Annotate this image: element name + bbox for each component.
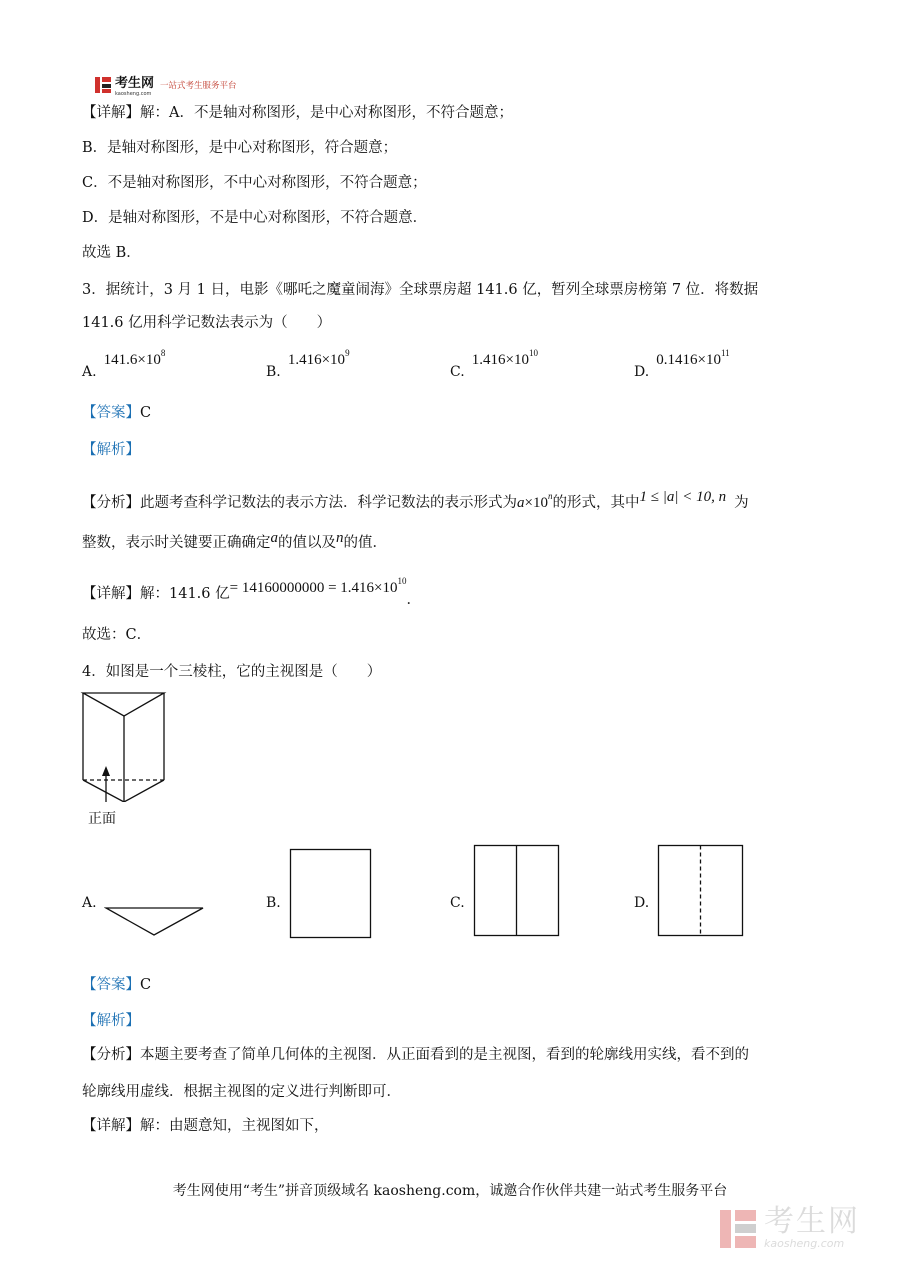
fenxi-text: 的形式，其中 (552, 495, 640, 511)
option-label: D. (634, 364, 650, 380)
answer-value: C (140, 405, 152, 421)
watermark-logo-icon (718, 1208, 758, 1250)
logo-text (112, 72, 154, 97)
watermark (718, 1204, 860, 1250)
var-n: n (336, 530, 344, 546)
fenxi-text: 为 (734, 495, 749, 511)
option-value: $1.416\times 10^{10}$ (471, 348, 538, 368)
fenxi-tag: 【分析】 (82, 495, 140, 511)
detail-tag: 【详解】 (82, 1118, 140, 1134)
watermark-domain: kaosheng.com (764, 1237, 845, 1250)
kaosheng-logo-icon (94, 76, 112, 94)
page-footer: 考生网使用“考生”拼音顶级域名 kaosheng.com，诚邀合作伙伴共建一站式考生服务平台 (172, 1183, 728, 1199)
option-label: B. (266, 364, 281, 380)
watermark-text (764, 1204, 860, 1250)
watermark-name: 考生网 (764, 1204, 860, 1239)
q3-analysis-tag: 【解析】 (82, 442, 140, 458)
detail-tag: 【详解】 (82, 105, 140, 121)
triangular-prism-figure (80, 690, 170, 802)
fenxi-tag: 【分析】 (82, 1047, 140, 1063)
detail-equation: = $14160000000 = 1.416\times 10^{10}$ (229, 576, 407, 596)
detail-tag: 【详解】 (82, 586, 140, 602)
header-logo (94, 72, 237, 97)
detail-end: ． (406, 592, 422, 608)
var-a: a (270, 530, 278, 546)
option-value: $0.1416\times 10^{11}$ (656, 348, 730, 368)
logo-name: 考生网 (115, 76, 155, 91)
q3-detail (82, 576, 422, 608)
detail-text: 解：141.6 亿 (140, 586, 230, 602)
q4-option-c-label: C. (450, 895, 465, 911)
fenxi-text: 此题考查科学记数法的表示方法．科学记数法的表示形式为 (140, 495, 517, 511)
q3-option-d (634, 348, 730, 380)
fenxi-text: 的值． (343, 535, 387, 551)
option-value: $141.6\times 10^8$ (103, 348, 166, 368)
option-label: C. (450, 364, 465, 380)
q3-fenxi-line2 (82, 530, 387, 553)
option-label: A. (82, 364, 97, 380)
answer-tag: 【答案】 (82, 977, 140, 993)
q3-choose: 故选：C． (82, 627, 152, 643)
option-a-triangle-figure (104, 905, 206, 939)
q4-option-d-label: D. (634, 895, 650, 911)
fenxi-form: $a\times 10^n$ (517, 491, 553, 511)
option-b-square-figure (289, 848, 373, 940)
q2-choose: 故选 B． (82, 245, 141, 261)
q4-option-a-label: A. (82, 895, 97, 911)
q3-stem-line1: 3．据统计，3 月 1 日，电影《哪吒之魔童闹海》全球票房超 141.6 亿，暂列全球票房榜第 7 位．将数据 (82, 282, 759, 298)
logo-slogan: 一站式考生服务平台 (160, 80, 237, 91)
option-value: $1.416\times 10^9$ (287, 348, 350, 368)
q4-stem: 4．如图是一个三棱柱，它的主视图是（ ） (82, 664, 382, 680)
q4-fenxi-line2: 轮廓线用虚线．根据主视图的定义进行判断即可． (82, 1084, 401, 1100)
answer-tag: 【答案】 (82, 405, 140, 421)
q2-detail-d: D．是轴对称图形，不是中心对称图形，不符合题意． (82, 210, 428, 226)
fenxi-range: 1 ≤ |a| < 10, n (639, 489, 727, 505)
q4-option-b-label: B. (266, 895, 281, 911)
q3-option-b (266, 348, 350, 380)
q4-answer (82, 975, 151, 995)
q4-fenxi-line1 (82, 1045, 749, 1065)
q3-fenxi-line1 (82, 486, 749, 513)
q2-detail-c: C．不是轴对称图形，不中心对称图形，不符合题意； (82, 175, 427, 191)
q3-option-a (82, 348, 166, 380)
fenxi-text: 的值以及 (278, 535, 336, 551)
fenxi-text: 本题主要考查了简单几何体的主视图．从正面看到的是主视图，看到的轮廓线用实线，看不到的 (140, 1047, 749, 1063)
q2-detail-a (82, 103, 513, 123)
answer-value: C (140, 977, 152, 993)
option-c-rect-solid-line-figure (473, 844, 561, 938)
option-d-rect-dashed-line-figure (657, 844, 745, 938)
q2-detail-b: B．是轴对称图形，是中心对称图形，符合题意； (82, 140, 398, 156)
fenxi-text: 整数，表示时关键要正确确定 (82, 535, 271, 551)
q3-option-c (450, 348, 538, 380)
q4-detail (82, 1116, 329, 1136)
logo-domain: kaosheng.com (115, 91, 152, 97)
q2-detail-a-text: 解：A．不是轴对称图形，是中心对称图形，不符合题意； (140, 105, 513, 121)
detail-text: 解：由题意知，主视图如下， (140, 1118, 329, 1134)
q3-answer (82, 403, 151, 423)
q4-analysis-tag: 【解析】 (82, 1013, 140, 1029)
q3-stem-line2: 141.6 亿用科学记数法表示为（ ） (82, 315, 332, 331)
front-label: 正面 (88, 811, 116, 827)
